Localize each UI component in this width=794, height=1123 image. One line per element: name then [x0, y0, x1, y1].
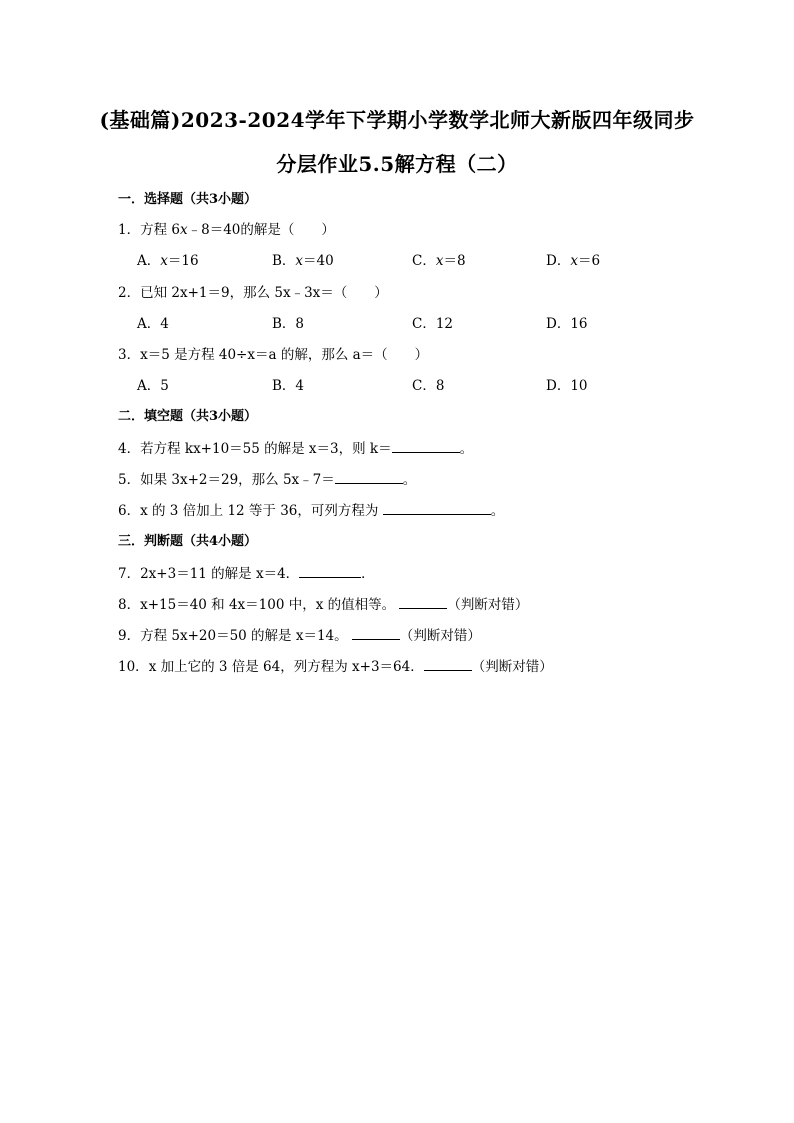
question-number: 3．: [118, 347, 141, 363]
page-title-line-1: (基础篇)2023-2024学年下学期小学数学北师大新版四年级同步: [99, 108, 695, 132]
question-text-post: ﹣8＝40的解是（ ）: [187, 222, 335, 238]
option-value: 5: [160, 378, 169, 394]
option-value: 12: [435, 316, 454, 332]
option-1c: [412, 249, 466, 269]
option-value: 4: [160, 316, 169, 332]
answer-blank[interactable]: [424, 658, 472, 671]
question-10: [118, 655, 553, 675]
answer-blank[interactable]: [383, 502, 491, 515]
option-letter: C．: [412, 316, 436, 332]
option-1a: [137, 249, 199, 269]
question-9: [118, 624, 481, 644]
question-end: （判断对错）: [447, 597, 529, 613]
question-text: 2x+3＝11 的解是 x＝4．: [140, 566, 300, 582]
question-number: 10．: [118, 659, 149, 675]
question-end: 。: [402, 472, 417, 488]
question-text: 若方程 kx+10＝55 的解是 x＝3，则 k＝: [140, 441, 392, 457]
question-number: 2．: [118, 285, 141, 301]
option-value: ＝40: [303, 253, 334, 269]
question-text: x 加上它的 3 倍是 64，列方程为 x+3＝64．: [148, 659, 424, 675]
question-6: [118, 499, 504, 519]
question-number: 9．: [118, 628, 141, 644]
section-heading-judge: 三．判断题（共4小题）: [118, 534, 258, 549]
option-2d: [546, 312, 588, 332]
question-number: 1．: [118, 222, 141, 238]
question-5: [118, 468, 416, 488]
question-text: 方程 5x+20＝50 的解是 x＝14。: [140, 628, 352, 644]
answer-blank[interactable]: [299, 565, 361, 578]
option-2a: [137, 312, 169, 332]
question-1: [118, 218, 335, 238]
option-letter: D．: [546, 253, 571, 269]
option-value: 10: [570, 378, 588, 394]
option-letter: B．: [272, 253, 296, 269]
question-end: （判断对错）: [399, 628, 481, 644]
option-value: 16: [570, 316, 588, 332]
answer-blank[interactable]: [399, 596, 447, 609]
option-value: 8: [435, 378, 445, 394]
option-var: x: [435, 253, 444, 269]
question-end: ．: [361, 566, 375, 582]
question-text-pre: 方程 6: [140, 222, 180, 238]
question-text: x＝5 是方程 40÷x＝a 的解，那么 a＝（ ）: [140, 347, 429, 363]
question-7: [118, 562, 375, 582]
answer-blank[interactable]: [335, 471, 403, 484]
option-1b: [272, 249, 334, 269]
option-letter: D．: [546, 378, 571, 394]
option-var: x: [295, 253, 304, 269]
question-number: 6．: [118, 503, 141, 519]
option-var: x: [570, 253, 578, 269]
question-number: 7．: [118, 566, 141, 582]
option-var: x: [160, 253, 168, 269]
option-2c: [412, 312, 453, 332]
question-number: 5．: [118, 472, 141, 488]
option-value: 4: [295, 378, 305, 394]
option-2b: [272, 312, 304, 332]
question-end: （判断对错）: [471, 659, 553, 675]
option-letter: C．: [412, 253, 436, 269]
question-4: [118, 437, 473, 457]
section-heading-choice: 一．选择题（共3小题）: [118, 192, 258, 207]
option-3c: [412, 374, 444, 394]
question-2: [118, 281, 388, 301]
section-heading-fill: 二．填空题（共3小题）: [118, 409, 258, 424]
question-text: x+15＝40 和 4x＝100 中，x 的值相等。: [140, 597, 400, 613]
option-letter: C．: [412, 378, 436, 394]
page-title-line-2: 分层作业5.5解方程（二）: [276, 152, 518, 176]
option-3a: [137, 374, 169, 394]
question-number: 8．: [118, 597, 141, 613]
option-1d: [546, 249, 600, 269]
question-var: x: [179, 222, 188, 238]
question-text: 已知 2x+1＝9，那么 5x﹣3x＝（ ）: [140, 285, 388, 301]
option-3d: [546, 374, 588, 394]
option-3b: [272, 374, 304, 394]
option-letter: D．: [546, 316, 571, 332]
option-value: ＝6: [577, 253, 601, 269]
option-value: 8: [295, 316, 305, 332]
option-value: ＝16: [167, 253, 199, 269]
question-text: x 的 3 倍加上 12 等于 36，可列方程为: [140, 503, 383, 519]
answer-blank[interactable]: [352, 627, 400, 640]
question-number: 4．: [118, 441, 141, 457]
question-8: [118, 593, 528, 613]
option-letter: B．: [272, 378, 296, 394]
question-end: 。: [490, 503, 505, 519]
answer-blank[interactable]: [392, 440, 460, 453]
option-letter: A．: [137, 378, 161, 394]
question-end: 。: [459, 441, 474, 457]
question-3: [118, 343, 428, 363]
option-letter: B．: [272, 316, 296, 332]
question-text: 如果 3x+2＝29，那么 5x﹣7＝: [140, 472, 335, 488]
option-value: ＝8: [443, 253, 466, 269]
option-letter: A．: [137, 316, 161, 332]
option-letter: A．: [137, 253, 161, 269]
